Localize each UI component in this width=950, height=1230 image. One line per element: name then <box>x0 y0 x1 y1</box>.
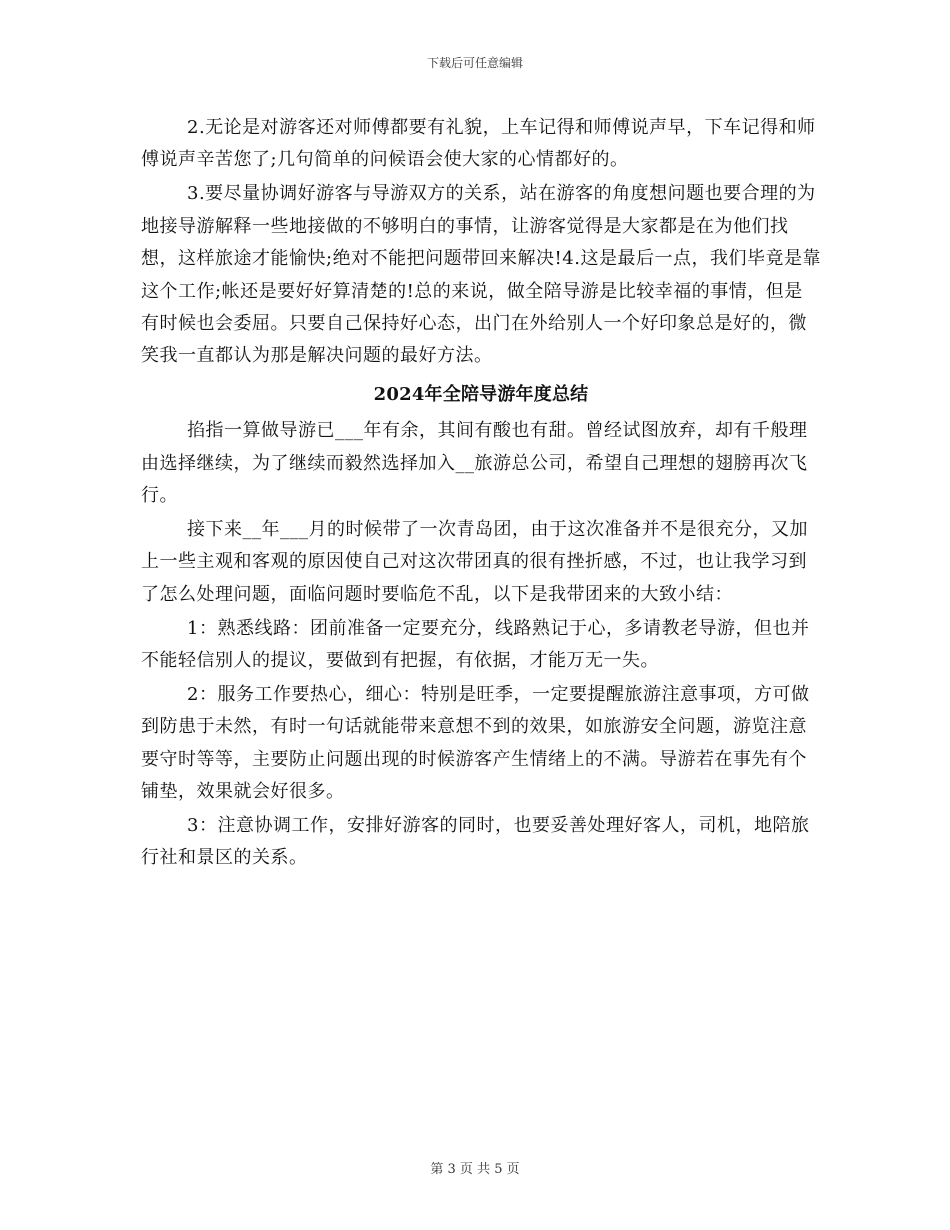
paragraph: 3.要尽量协调好游客与导游双方的关系，站在游客的角度想问题也要合理的为地接导游解释一些地接做的不够明白的事情，让游客觉得是大家都是在为他们找想，这样旅途才能愉快;绝对不能把问题带回来解决!4.这是最后一点，我们毕竟是靠这个工作;帐还是要好好算清楚的!总的来说，做全陪导游是比较幸福的事情，但是有时候也会委屈。只要自己保持好心态，出门在外给别人一个好印象总是好的，微笑我一直都认为那是解决问题的最好方法。 <box>141 183 821 367</box>
page-header: 下载后可任意编辑 <box>426 56 523 70</box>
document-body <box>141 112 821 876</box>
paragraph: 掐指一算做导游已___年有余，其间有酸也有甜。曾经试图放弃，却有千般理由选择继续，为了继续而毅然选择加入__旅游总公司，希望自己理想的翅膀再次飞行。 <box>141 420 808 506</box>
page-footer: 第 3 页 共 5 页 <box>430 1162 520 1177</box>
paragraph: 1：熟悉线路：团前准备一定要充分，线路熟记于心，多请教老导游，但也并不能轻信别人的提议，要做到有把握，有依据，才能万无一失。 <box>141 617 810 671</box>
paragraph: 2：服务工作要热心，细心：特别是旺季，一定要提醒旅游注意事项，方可做到防患于未然，有时一句话就能带来意想不到的效果，如旅游安全问题，游览注意要守时等等，主要防止问题出现的时候游客产生情绪上的不满。导游若在事先有个铺垫，效果就会好很多。 <box>141 683 810 803</box>
paragraph: 接下来__年___月的时候带了一次青岛团，由于这次准备并不是很充分，又加上一些主观和客观的原因使自己对这次带团真的很有挫折感，不过，也让我学习到了怎么处理问题，面临问题时要临危不乱，以下是我带团来的大致小结： <box>141 518 808 605</box>
paragraph: 2.无论是对游客还对师傅都要有礼貌，上车记得和师傅说声早，下车记得和师傅说声辛苦您了;几句简单的问候语会使大家的心情都好的。 <box>141 117 816 171</box>
section-title: 2024年全陪导游年度总结 <box>373 383 589 405</box>
paragraph: 3：注意协调工作，安排好游客的同时，也要妥善处理好客人，司机，地陪旅行社和景区的关系。 <box>141 815 810 869</box>
